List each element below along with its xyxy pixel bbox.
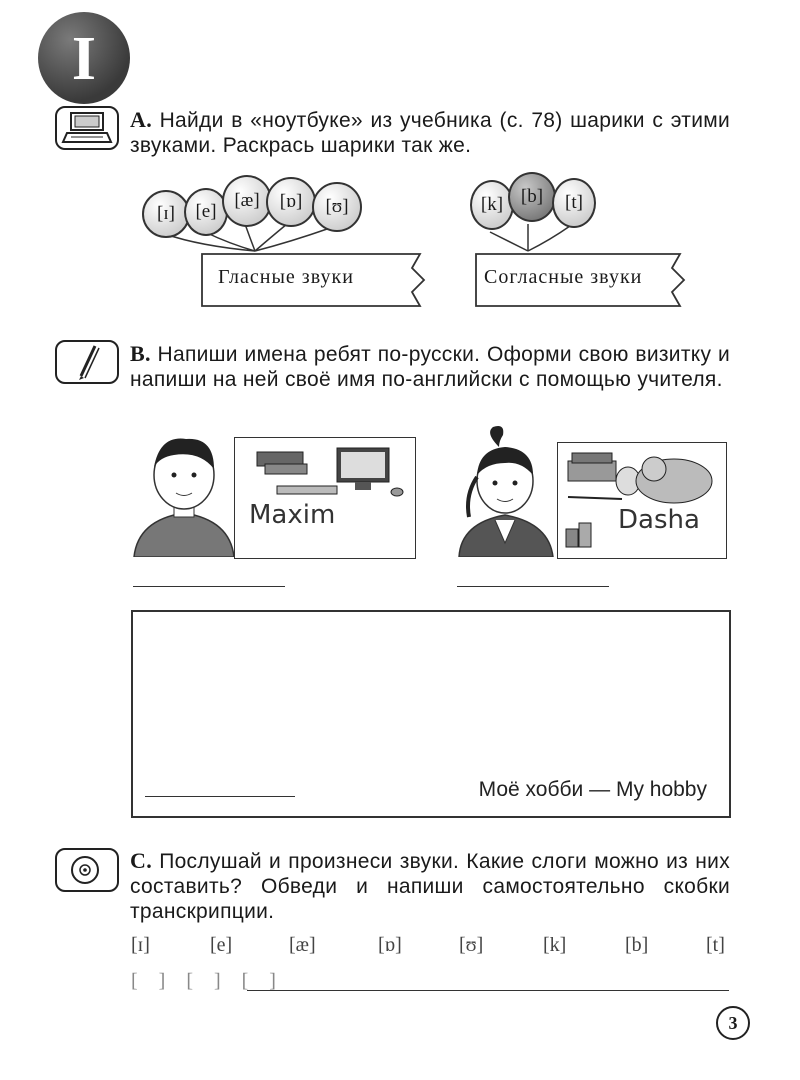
task-a-instructions: Найди в «ноутбуке» из учебника (с. 78) шарики с этими звуками. Раскрась шарики так же. <box>130 109 731 157</box>
sound-6: [k] <box>543 934 567 956</box>
task-a-text <box>130 107 730 158</box>
syllables-answer-line[interactable] <box>247 990 729 991</box>
task-b-letter: B. <box>130 341 151 366</box>
computer-drawing <box>245 446 405 506</box>
sound-4: [ɒ] <box>378 934 402 956</box>
laptop-icon <box>55 106 119 150</box>
cd-icon <box>55 848 119 892</box>
unit-badge <box>38 12 130 104</box>
own-name-answer-line[interactable] <box>145 796 295 797</box>
task-c-letter: C. <box>130 848 152 873</box>
boy-hobby-card <box>234 437 416 559</box>
sound-1: [ɪ] <box>131 934 150 956</box>
unit-number: I <box>71 25 97 93</box>
task-c-text <box>130 848 730 924</box>
girl-name: Dasha <box>618 505 700 535</box>
balloon-vowel-4: [ɒ] <box>266 177 316 227</box>
sound-8: [t] <box>706 934 725 956</box>
page-number: 3 <box>716 1006 750 1040</box>
balloon-consonant-3: [t] <box>552 178 596 228</box>
trace-brackets[interactable]: [ ] [ ] [ ] <box>131 970 284 992</box>
task-a-letter: A. <box>130 107 152 132</box>
balloon-consonant-2: [b] <box>508 172 556 222</box>
girl-hobby-card <box>557 442 727 559</box>
pencil-icon <box>55 340 119 384</box>
sound-7: [b] <box>625 934 649 956</box>
own-card-caption: Моё хобби — My hobby <box>478 778 707 801</box>
sound-2: [e] <box>210 934 233 956</box>
boy-name-answer-line[interactable] <box>133 586 285 587</box>
task-b-text <box>130 341 730 392</box>
balloon-consonant-1: [k] <box>470 180 514 230</box>
vowels-label: Гласные звуки <box>218 266 354 288</box>
task-c-instructions: Послушай и произнеси звуки. Какие слоги можно из них составить? Обведи и напиши самостоятельно скобки транскрипции. <box>130 850 730 923</box>
boy-illustration <box>130 425 238 557</box>
boy-name: Maxim <box>249 500 336 530</box>
girl-illustration <box>455 425 555 557</box>
task-b-instructions: Напиши имена ребят по-русски. Оформи свою визитку и напиши на ней своё имя по-английски с помощью учителя. <box>130 343 730 391</box>
sound-5: [ʊ] <box>459 934 484 956</box>
consonants-label: Согласные звуки <box>484 266 643 288</box>
girl-name-answer-line[interactable] <box>457 586 609 587</box>
own-hobby-card[interactable] <box>131 610 731 818</box>
balloon-vowel-3: [æ] <box>222 175 272 227</box>
balloon-vowel-2: [e] <box>184 188 228 236</box>
balloon-vowel-1: [ɪ] <box>142 190 190 238</box>
paint-jars-drawing <box>564 519 594 553</box>
sound-3: [æ] <box>289 934 316 956</box>
balloon-vowel-5: [ʊ] <box>312 182 362 232</box>
